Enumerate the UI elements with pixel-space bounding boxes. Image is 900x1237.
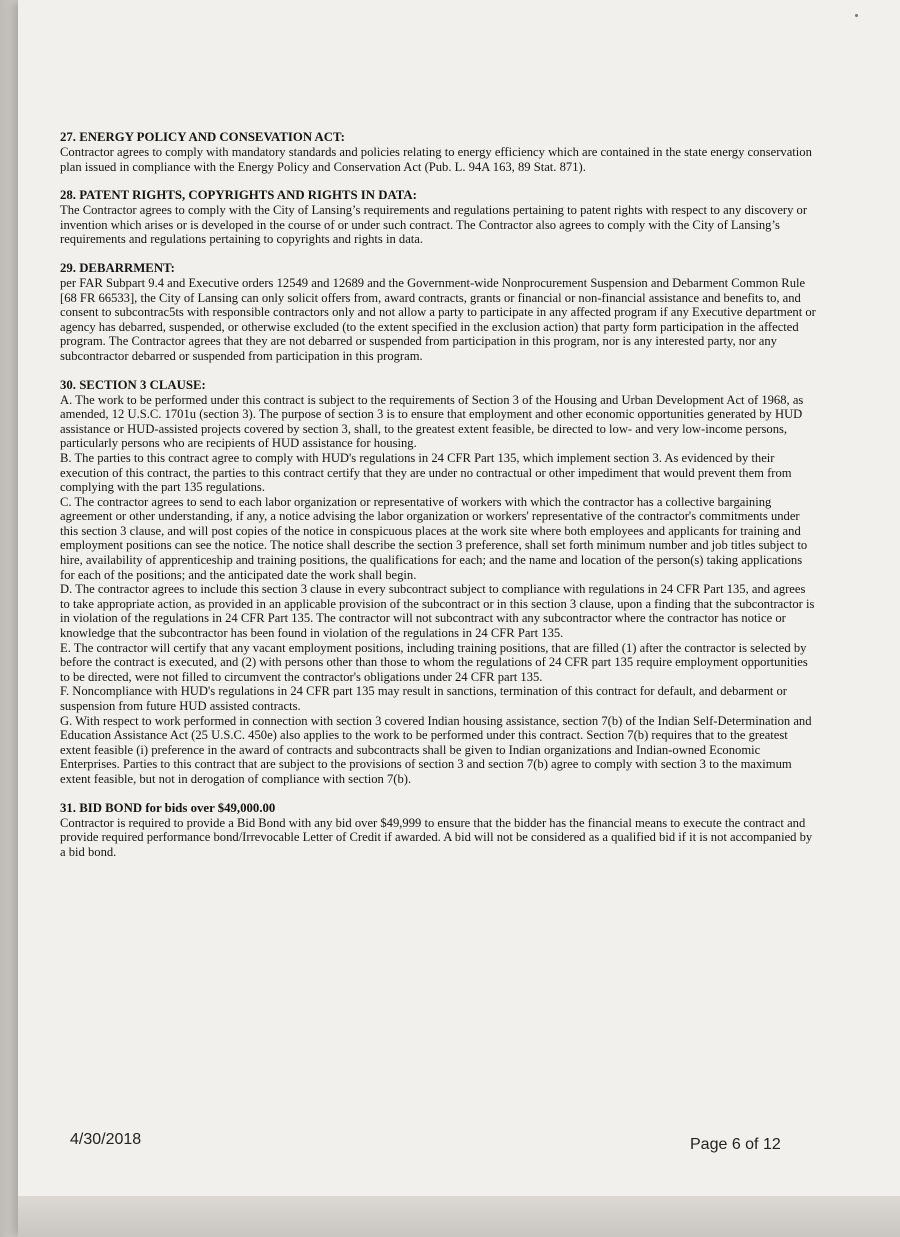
clause-e: E. The contractor will certify that any vacant employment positions, including training positions, that are filled (1) after the contractor is selected by before the contract is executed, and (2) with persons other than those to whom the regulations of 24 CFR part 135 require employment opportunities to be directed, were not filled to circumvent the contractor's obligations under 24 CFR part 135.	[60, 640, 808, 684]
section-paragraph: Contractor is required to provide a Bid Bond with any bid over $49,999 to ensure that the bidder has the financial means to execute the contract and provide required performance bond/Irrevocable Letter of Credit if awarded. A bid will not be considered as a qualified bid if it is not accompanied by a bid bond.	[60, 815, 813, 859]
clause-b: B. The parties to this contract agree to comply with HUD's regulations in 24 CFR Part 135, which implement section 3. As evidenced by their execution of this contract, the parties to this contract certify that they are under no contractual or other impediment that would prevent them from complying with the part 135 regulations.	[60, 450, 792, 495]
footer-page-number: Page 6 of 12	[690, 1136, 781, 1153]
section-3-clause	[60, 378, 818, 787]
clause-a: A. The work to be performed under this contract is subject to the requirements of Section 3 of the Housing and Urban Development Act of 1968, as amended, 12 U.S.C. 1701u (section 3). The purpose of section 3 is to ensure that employment and other economic opportunities generated by HUD assistance or HUD-assisted projects covered by section 3, shall, to the greatest extent feasible, be directed to low- and very low-income persons, particularly persons who are recipients of HUD assistance for housing.	[60, 392, 804, 451]
clause-c: C. The contractor agrees to send to each labor organization or representative of workers with which the contractor has a collective bargaining agreement or other understanding, if any, a notice advising the labor organization or workers' representative of the contractor's commitments under this section 3 clause, and will post copies of the notice in conspicuous places at the work site where both employees and applicants for training and employment positions can see the notice. The notice shall describe the section 3 preference, shall set forth minimum number and job titles subject to hire, availability of apprenticeship and training positions, the qualifications for each; and the name and location of the person(s) taking applications for each of the positions; and the anticipated date the work shall begin.	[60, 494, 808, 582]
scan-left-edge	[0, 0, 18, 1237]
section-paragraph: The Contractor agrees to comply with the City of Lansing’s requirements and regulations pertaining to patent rights with respect to any discovery or invention which arises or is developed in the course of or under such contract. The Contractor also agrees to comply with the City of Lansing’s requirements and regulations pertaining to copyrights and rights in data.	[60, 203, 808, 247]
section-patent-rights	[60, 188, 818, 247]
clause-g: G. With respect to work performed in connection with section 3 covered Indian housing assistance, section 7(b) of the Indian Self-Determination and Education Assistance Act (25 U.S.C. 450e) also applies to the work to be performed under this contract. Section 7(b) requires that to the greatest extent feasible (i) preference in the award of contracts and subcontracts shall be given to Indian organizations and Indian-owned Economic Enterprises. Parties to this contract that are subject to the provisions of section 3 and section 7(b) agree to comply with section 3 to the maximum extent feasible, but not in derogation of compliance with section 7(b).	[60, 713, 812, 786]
scan-bottom-edge	[18, 1196, 900, 1237]
section-energy-policy	[60, 130, 818, 174]
document-body	[60, 130, 818, 873]
section-heading: 31. BID BOND for bids over $49,000.00	[60, 800, 276, 815]
clause-f: F. Noncompliance with HUD's regulations in 24 CFR part 135 may result in sanctions, termination of this contract for default, and debarment or suspension from future HUD assisted contracts.	[60, 684, 787, 713]
section-paragraph: per FAR Subpart 9.4 and Executive orders 12549 and 12689 and the Government-wide Nonprocurement Suspension and Debarment Common Rule [68 FR 66533], the City of Lansing can only solicit offers from, award contracts, grants or financial or non-financial assistance and benefits to, and consent to subcontrac5ts with responsible contractors only and not allow a party to participate in any affected program if any Executive department or agency has debarred, suspended, or otherwise excluded (to the extent specified in the exclusion action) that party form participation in the affected program. The Contractor agrees that they are not debarred or suspended from participation in this program, nor is any interested party, nor any subcontractor debarred or suspended from participation in this program.	[60, 275, 816, 363]
section-bid-bond	[60, 801, 818, 860]
section-heading: 28. PATENT RIGHTS, COPYRIGHTS AND RIGHTS IN DATA:	[60, 188, 417, 203]
section-paragraph: Contractor agrees to comply with mandatory standards and policies relating to energy efficiency which are contained in the state energy conservation plan issued in compliance with the Energy Policy and Conservation Act (Pub. L. 94A 163, 89 Stat. 871).	[60, 145, 812, 174]
section-heading: 29. DEBARRMENT:	[60, 260, 175, 275]
section-heading: 30. SECTION 3 CLAUSE:	[60, 377, 206, 392]
clause-d: D. The contractor agrees to include this section 3 clause in every subcontract subject to compliance with regulations in 24 CFR Part 135, and agrees to take appropriate action, as provided in an applicable provision of the subcontract or in this section 3 clause, upon a finding that the subcontractor is in violation of the regulations in 24 CFR Part 135. The contractor will not subcontract with any subcontractor where the contractor has notice or knowledge that the subcontractor has been found in violation of the regulations in 24 CFR Part 135.	[60, 582, 815, 641]
scan-speck	[855, 14, 858, 17]
section-heading: 27. ENERGY POLICY AND CONSEVATION ACT:	[60, 130, 345, 144]
footer-date: 4/30/2018	[70, 1131, 142, 1148]
section-debarment	[60, 261, 818, 364]
